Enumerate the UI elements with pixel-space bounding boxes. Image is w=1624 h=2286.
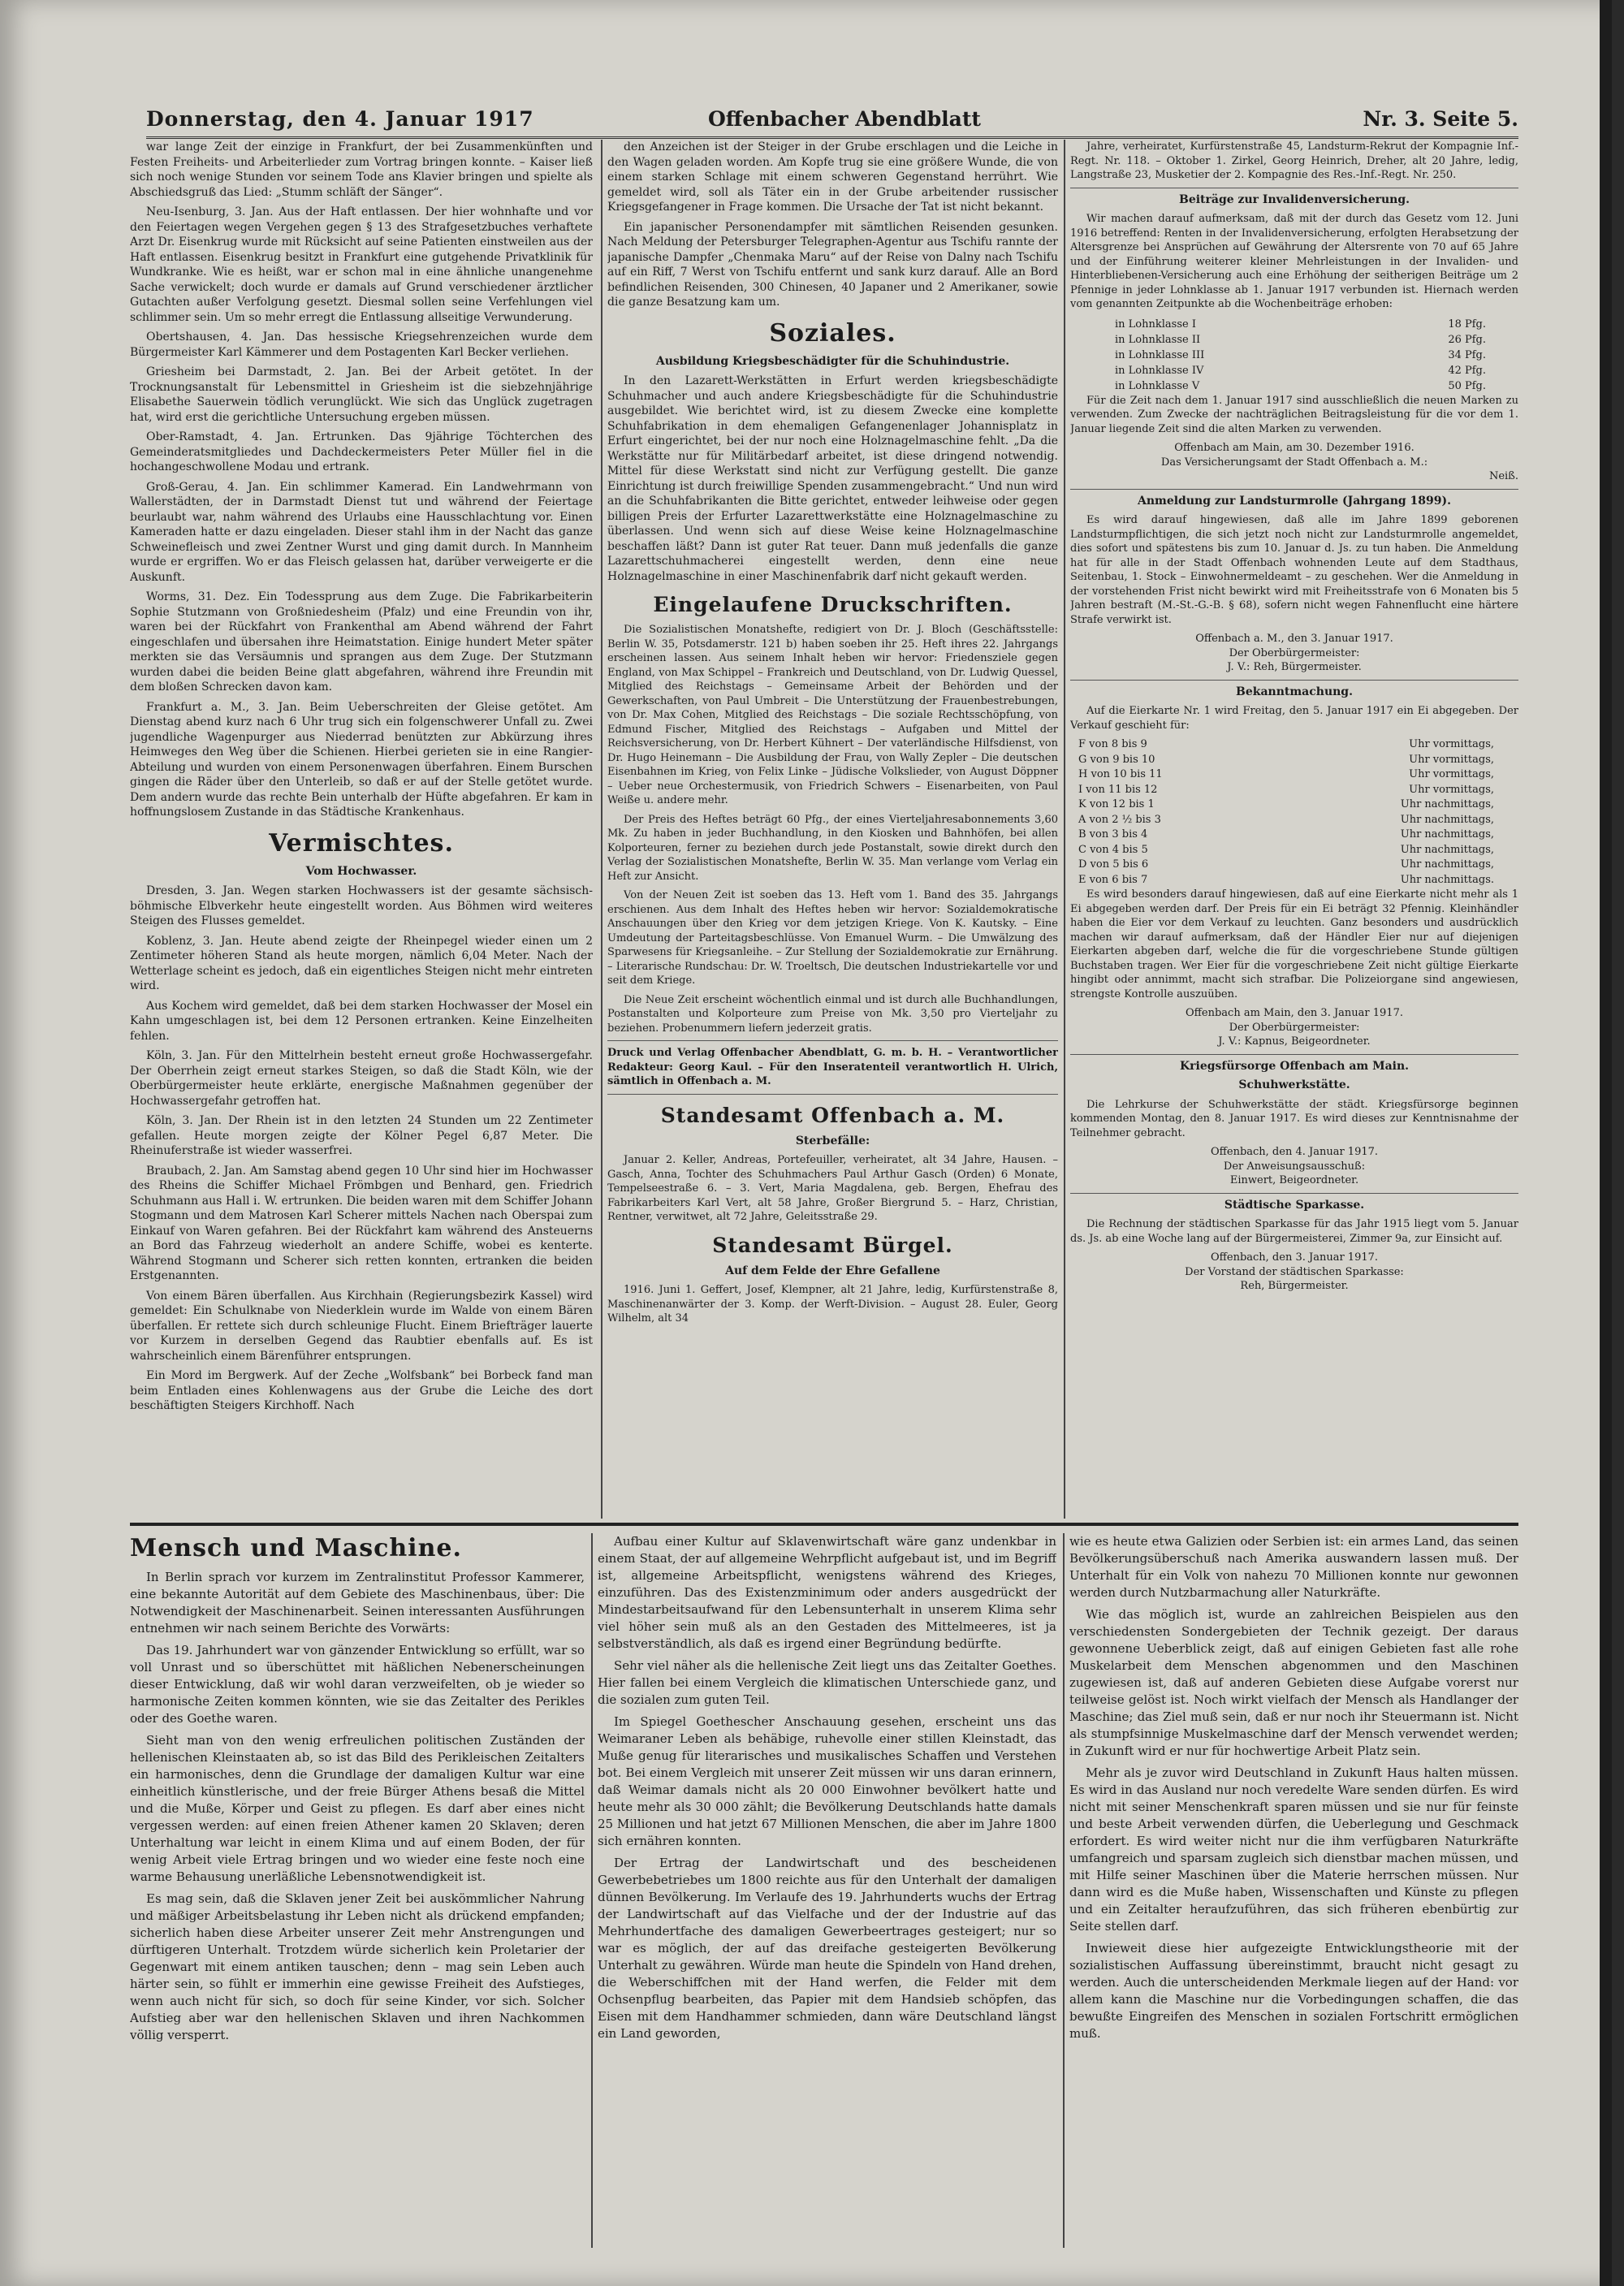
table-row: in Lohnklasse III 34 Pfg. (1115, 348, 1486, 361)
section-subheading: Sterbefälle: (795, 1134, 870, 1147)
notice-date: Offenbach am Main, den 3. Januar 1917. (1186, 1007, 1403, 1019)
notice-text: Die Rechnung der städtischen Sparkasse für das Jahr 1915 liegt vom 5. Januar ds. Js. ab eine Woche lang auf der Bürgermeisterei, Zimmer 9a, zur Einsicht auf. (1070, 1218, 1518, 1245)
sales-schedule (1070, 737, 1518, 888)
section-subheading: Vom Hochwasser. (305, 864, 417, 878)
notice-signature: Einwert, Beigeordneter. (1229, 1174, 1359, 1186)
column-rule (1063, 1533, 1065, 2248)
notice-text: Für die Zeit nach dem 1. Januar 1917 sind ausschließlich die neuen Marken zu verwenden. Zum Zwecke der nachträglichen Beitragsleistung für die vor dem 1. Januar liegende Zeit sind die alten Marken zu verwenden. (1070, 394, 1518, 435)
publication-notice: Die Sozialistischen Monatshefte, redigiert von Dr. J. Bloch (Geschäftsstelle: Berlin W. 35, Potsdamerstr. 121 b) haben soeben ihr 25. Heft ihres 22. Jahrgangs erscheinen lassen. Aus seinem Inhalt heben wir hervor: Friedensziele gegen England, von Max Schippel – Frankreich und Deutschland, von Dr. Ludwig Quessel, Mitglied des Reichstags – Gemeinsame Arbeit der Behörden und der Gewerkschaften, von Paul Umbreit – Die Unterstützung der Frauenbestrebungen, von Dr. Max Cohen, Mitglied des Reichstags – Die soziale Rechtsschöpfung, von Edmund Fischer, Mitglied des Reichstags – Aufgaben und Mittel der Reichsversicherung, von Dr. Herbert Kühnert – Der vaterländische Hilfsdienst, von Dr. Hugo Heinemann – Die Ausbildung der Frau, von Wally Zepler – Die deutschen Eisenbahnen im Krieg, von Felix Linke – Jüdische Volkslieder, von August Döppner – Ueber neue Orchestermusik, von Friedrich Schwers – Eisenarbeiten, von Paul Weiße u. andere mehr. (607, 624, 1058, 806)
section-subheading: Ausbildung Kriegsbeschädigter für die Schuhindustrie. (655, 354, 1010, 368)
section-subheading: Auf dem Felde der Ehre Gefallene (725, 1264, 940, 1277)
feature-headline: Mensch und Maschine. (130, 1534, 462, 1562)
section-heading-standesamt-offenbach: Standesamt Offenbach a. M. (660, 1103, 1005, 1127)
feature-column-2 (598, 1533, 1056, 2248)
table-row: I von 11 bis 12 Uhr vormittags, (1078, 783, 1494, 796)
table-row: A von 2 ½ bis 3 Uhr nachmittags, (1078, 813, 1494, 826)
column-rule (591, 1533, 593, 2248)
article-text: Sieht man von den wenig erfreulichen politischen Zuständen der hellenischen Kleinstaaten ab, so ist das Bild des Perikleischen Zeitalters ein harmonisches, denn die Grundlage der damaligen Kultur war eine einheitlich künstlerische, und der freie Bürger Athens besaß die Mittel und die Muße, Körper und Geist zu pflegen. Es darf aber eines nicht vergessen werden: auf einen freien Athener kamen 20 Sklaven; deren Unterhaltung war leicht in einem Klima und auf einem Boden, der für wenig Arbeit viele Ertrag bringen und wo wieder eine feste noch eine warme Behausung unerläßliche Lebensnotwendigkeit ist. (130, 1733, 585, 1884)
registry-entries: Jahre, verheiratet, Kurfürstenstraße 45, Landsturm-Rekrut der Kompagnie Inf.-Regt. Nr. 118. – Oktober 1. Zirkel, Georg Heinrich, Dreher, alt 20 Jahre, ledig, Langstraße 23, Musketier der 2. Kompagnie des Res.-Inf.-Regt. Nr. 250. (1070, 140, 1518, 181)
table-row: in Lohnklasse I 18 Pfg. (1115, 318, 1486, 331)
notice-text: Wir machen darauf aufmerksam, daß mit der durch das Gesetz vom 12. Juni 1916 betreffend: Renten in der Invalidenversicherung, erfolgten Herabsetzung der Altersgrenze bei Ansprüchen auf Gewährung der Altersrente von 70 auf 65 Jahre und der Einführung weiterer kleiner Mehrleistungen in der Invaliden- und Hinterbliebenen-Versicherung auch eine Erhöhung der seitherigen Beiträge um 2 Pfennige in jeder Lohnklasse ab 1. Januar 1917 verbunden ist. Hiernach werden vom genannten Zeitpunkte ab die Wochenbeiträge erhoben: (1070, 213, 1518, 310)
imprint: Druck und Verlag Offenbacher Abendblatt, G. m. b. H. – Verantwortlicher Redakteur: Georg Kaul. – Für den Inseratenteil verantwortlich H. Ulrich, sämtlich in Offenbach a. M. (607, 1047, 1058, 1087)
column-rule (601, 140, 603, 1519)
notice-heading: Anmeldung zur Landsturmrolle (Jahrgang 1899). (1137, 494, 1452, 508)
publication-notice: Der Preis des Heftes beträgt 60 Pfg., der eines Vierteljahresabonnements 3,60 Mk. Zu haben in jeder Buchhandlung, in den Kiosken und Bahnhöfen, bei allen Kolporteuren, ferner zu beziehen durch jede Postanstalt, sowie direkt durch den Verlag der Sozialistischen Monatshefte, Berlin W. 35. Man verlange vom Verlag ein Heft zur Ansicht. (607, 813, 1058, 883)
news-item: Koblenz, 3. Jan. Heute abend zeigte der Rheinpegel wieder einen um 2 Zentimeter höheren Stand als heute morgen, nämlich 6,04 Meter. Nach der Wetterlage scheint es jedoch, daß ein eigentliches Steigen nicht mehr eintreten wird. (130, 934, 593, 992)
table-row: D von 5 bis 6 Uhr nachmittags, (1078, 858, 1494, 871)
section-heading-druckschriften: Eingelaufene Druckschriften. (653, 593, 1013, 616)
notice-signatory: Der Oberbürgermeister: (1229, 646, 1360, 659)
registry-entries: 1916. Juni 1. Geffert, Josef, Klempner, alt 21 Jahre, ledig, Kurfürstenstraße 8, Maschinenanwärter der 3. Komp. der Werft-Division. – August 28. Euler, Georg Wilhelm, alt 34 (607, 1284, 1058, 1324)
news-item: Von einem Bären überfallen. Aus Kirchhain (Regierungsbezirk Kassel) wird gemeldet: Ein Schulknabe von Niederklein wurde im Walde von einem Bären überfallen. Er rettete sich durch schleunige Flucht. Einem Briefträger lauerte vor Kurzem in derselben Gegend das Raubtier ebenfalls auf. Es ist wahrscheinlich einem Bärenführer entsprungen. (130, 1289, 593, 1363)
section-heading-standesamt-buergel: Standesamt Bürgel. (712, 1233, 953, 1257)
article-text: Mehr als je zuvor wird Deutschland in Zukunft Haus halten müssen. Es wird in das Ausland nur noch veredelte Ware senden dürfen. Es wird nicht mit seiner Menschenkraft sparen müssen und sie nur für feinste und beste Arbeit verwenden dürfen, die Ueberlegung und Geschmack erfordert. Es wird weiter nicht nur die ihm verfügbaren Naturkräfte umfangreich und sparsam zugleich sich dienstbar machen müssen, und mit Hilfe seiner Maschinen über die Materie herrschen müssen. Nur dann wird es die Muße haben, Wissenschaften und Künste zu pflegen und ein Zeitalter heraufzuführen, das sich früheren ebenbürtig zur Seite stellen darf. (1069, 1765, 1518, 1934)
feature-column-1 (130, 1533, 585, 2248)
article-text: Sehr viel näher als die hellenische Zeit liegt uns das Zeitalter Goethes. Hier fallen bei einem Vergleich die klimatischen Unterschiede ganz, und die sozialen zum guten Teil. (598, 1658, 1056, 1707)
news-item: Köln, 3. Jan. Für den Mittelrhein besteht erneut große Hochwassergefahr. Der Oberrhein zeigt erneut starkes Steigen, so daß die Stadt Köln, wie der Oberbürgermeister heute erklärte, energische Maßnahmen gegenüber der Hochwassergefahr getroffen hat. (130, 1049, 593, 1108)
notice-signatory: Der Vorstand der städtischen Sparkasse: (1185, 1265, 1404, 1278)
table-row: B von 3 bis 4 Uhr nachmittags, (1078, 828, 1494, 841)
registry-entries: Januar 2. Keller, Andreas, Portefeuiller, verheiratet, alt 34 Jahre, Hausen. – Gasch, Anna, Tochter des Schuhmachers Paul Arthur Gasch (Orden) 6 Monate, Tempelseestraße 6. – 3. Vert, Maria Magdalena, geb. Bergen, Ehefrau des Fabrikarbeiters Karl Vert, alt 58 Jahre, Großer Biergrund 5. – Harz, Christian, Rentner, verwitwet, alt 72 Jahre, Geleitsstraße 29. (607, 1154, 1058, 1223)
divider (1070, 1193, 1518, 1194)
article-text: Der Ertrag der Landwirtschaft und des bescheidenen Gewerbebetriebes um 1800 reichte aus für den Unterhalt der damaligen dünnen Bevölkerung. Im Verlaufe des 19. Jahrhunderts wuchs der Ertrag der Landwirtschaft auf das Vielfache und der der Industrie auf das Mehrhundertfache des damaligen Gewerbeertrages gesteigert; nur so war es möglich, der auf das dreifache gesteigerten Bevölkerung Unterhalt zu gewähren. Würde man heute die Spindeln von Hand drehen, die Weberschiffchen mit der Hand werfen, die Felder mit dem Ochsenpflug bearbeiten, das Papier mit dem Handsieb schöpfen, das Eisen mit dem Handhammer schmieden, dann wäre Deutschland längst ein Land geworden, (598, 1856, 1056, 2041)
notice-text: Es wird darauf hingewiesen, daß alle im Jahre 1899 geborenen Landsturmpflichtigen, die sich jetzt noch nicht zur Landsturmrolle angemeldet, dies sofort und spätestens bis zum 10. Januar d. Js. zu tun haben. Die Anmeldung hat für alle in der Stadt Offenbach wohnenden Leute auf dem Stadthaus, Seitenbau, 1. Stock – Einwohnermeldeamt – zu geschehen. Wer die Anmeldung in der vorstehenden Frist nicht bewirkt wird mit Freiheitsstrafe von 6 Monaten bis 5 Jahren bestraft (M.-St.-G.-B. § 68), sofern nicht wegen Fahnenflucht eine härtere Strafe verwirkt ist. (1070, 514, 1518, 626)
article-text: Es mag sein, daß die Sklaven jener Zeit bei auskömmlicher Nahrung und mäßiger Arbeitsbelastung ihr Leben nicht als drückend empfanden; sicherlich haben diese Arbeiter unserer Zeit mehr Anstrengungen und dürftigeren Unterhalt. Trotzdem würde sicherlich kein Proletarier der Gegenwart mit einem antiken tauschen; denn – mag sein Leben auch härter sein, so fühlt er immerhin eine gewisse Freiheit des Aufstieges, wenn auch nicht für sich, so doch für seine Kinder, vor sich. Solcher Aufstieg aber war den hellenischen Sklaven und ihren Nachkommen völlig versperrt. (130, 1891, 585, 2042)
table-row: K von 12 bis 1 Uhr nachmittags, (1078, 798, 1494, 810)
masthead (146, 104, 1518, 139)
contribution-table (1070, 317, 1518, 394)
news-item: Worms, 31. Dez. Ein Todessprung aus dem Zuge. Die Fabrikarbeiterin Sophie Stutzmann von Großniedesheim (Pfalz) und eine Freundin von ihr, waren bei der Rückfahrt von Frankenthal am Abend während der Fahrt eingeschlafen und übersahen ihre Heimatstation. Einige hundert Meter später merkten sie das Versäumnis und sprangen aus dem Zuge. Der Stutzmann wurden dabei die beiden Beine glatt abgefahren, während ihre Freundin mit dem bloßen Schrecken davon kam. (130, 590, 593, 694)
article-text: war lange Zeit der einzige in Frankfurt, der bei Zusammenkünften und Festen Freiheits- und Arbeiterlieder zum Vortrag bringen konnte. – Kaiser ließ sich noch wenige Stunden vor seinem Tode ans Klavier bringen und spielte als Abschiedsgruß das Lied: „Stumm schläft der Sänger“. (130, 140, 593, 199)
table-row: in Lohnklasse IV 42 Pfg. (1115, 364, 1486, 377)
notice-signature: Reh, Bürgermeister. (1240, 1280, 1349, 1292)
table-row: G von 9 bis 10 Uhr vormittags, (1078, 753, 1494, 766)
notice-date: Offenbach, den 3. Januar 1917. (1210, 1251, 1379, 1264)
article-text: Wie das möglich ist, wurde an zahlreichen Beispielen aus den verschiedensten Sondergebieten der Technik gezeigt. Der daraus gewonnene Ueberblick zeigt, daß auf einigen Gebieten fast alle rohe Muskelarbeit dem Menschen abgenommen und den Maschinen zugewiesen ist, daß auf anderen Gebieten diese Aufgabe vorerst nur teilweise gelöst ist. Noch wirkt vielfach der Mensch als Handlanger der Maschine; das Ziel muß sein, daß er nur noch ihr Steuermann ist. Nicht als stumpfsinnige Muskelmaschine darf der Mensch verwendet werden; in Zukunft wird er nur für hochwertige Arbeit Platz sein. (1069, 1607, 1518, 1758)
news-item: Griesheim bei Darmstadt, 2. Jan. Bei der Arbeit getötet. In der Trocknungsanstalt für Lebensmittel in Griesheim ist die siebzehnjährige Elisabethe Sauerwein tödlich verunglückt. Wie sich das Unglück zugetragen hat, wird erst die gerichtliche Untersuchung ergeben müssen. (130, 365, 593, 424)
article-text: In Berlin sprach vor kurzem im Zentralinstitut Professor Kammerer, eine bekannte Autorität auf dem Gebiete des Maschinenbaus, über: Die Notwendigkeit der Maschinenarbeit. Seinen interessanten Ausführungen entnehmen wir nach seinem Berichte des Vorwärts: (130, 1570, 585, 1636)
news-item: Neu-Isenburg, 3. Jan. Aus der Haft entlassen. Der hier wohnhafte und vor den Feiertagen wegen Vergehen gegen § 13 des Strafgesetzbuches verhaftete Arzt Dr. Eisenkrug wurde mit Rücksicht auf seine Patienten einstweilen aus der Haft entlassen. Eisenkrug besitzt in Frankfurt eine gutgehende Privatklinik für Wundkranke. Wie es heißt, war er schon mal in eine ähnliche unangenehme Sache verwickelt; doch wurde er damals auf Grund verschiedener ärztlicher Gutachten außer Verfolgung gesetzt. Diesmal sollen seine Verfehlungen viel schlimmer sein. Um so mehr erregt die Entlassung allseitige Verwunderung. (130, 205, 593, 324)
notice-text: Auf die Eierkarte Nr. 1 wird Freitag, den 5. Januar 1917 ein Ei abgegeben. Der Verkauf geschieht für: (1070, 705, 1518, 732)
divider (607, 1094, 1058, 1095)
page-number: Nr. 3. Seite 5. (1363, 107, 1518, 131)
news-item: Groß-Gerau, 4. Jan. Ein schlimmer Kamerad. Ein Landwehrmann von Wallerstädten, der in Darmstadt Dienst tut und während der Feiertage beurlaubt war, nahm während des Urlaubs eine Hausschlachtung vor. Einen Kameraden hatte er dazu eingeladen. Dieser stahl ihm in der Nacht das ganze Schweinefleisch und zwei Zentner Wurst und ging damit durch. In Mannheim wurde er ergriffen. Wo er das Fleisch gelassen hat, darüber verweigerte er die Auskunft. (130, 480, 593, 584)
news-item: den Anzeichen ist der Steiger in der Grube erschlagen und die Leiche in den Wagen geladen worden. Am Kopfe trug sie eine größere Wunde, die von einem starken Schlage mit einem schweren Gegenstand herrührt. Wie gemeldet wird, soll als Täter ein in der Grube arbeitender russischer Kriegsgefangener in Frage kommen. Die Ursache der Tat ist nicht bekannt. (607, 140, 1058, 214)
notice-heading: Bekanntmachung. (1236, 685, 1353, 698)
notice-signatory: Das Versicherungsamt der Stadt Offenbach a. M.: (1160, 456, 1428, 469)
notice-date: Offenbach, den 4. Januar 1917. (1210, 1146, 1379, 1158)
article-text: Im Spiegel Goethescher Anschauung gesehen, erscheint uns das Weimaraner Leben als behäbige, ruhevolle einer stillen Kleinstadt, das Muße genug für literarisches und musikalisches Schaffen und Verstehen bot. Bei einem Vergleich mit unserer Zeit müssen wir uns daran erinnern, daß Weimar damals nicht als 20 000 Einwohner bevölkert hatte und heute mehr als 30 000 zählt; die Bevölkerung Deutschlands hatte damals 25 Millionen und hat jetzt 67 Millionen Menschen, die aber im Jahre 1800 sich ernähren konnten. (598, 1714, 1056, 1848)
notice-signatory: Der Oberbürgermeister: (1229, 1021, 1360, 1034)
divider (1070, 489, 1518, 490)
section-heading-vermischtes: Vermischtes. (269, 828, 454, 858)
table-row: in Lohnklasse V 50 Pfg. (1115, 379, 1486, 392)
news-item: Ein Mord im Bergwerk. Auf der Zeche „Wolfsbank“ bei Borbeck fand man beim Entladen eines Kohlenwagens aus der Grube die Leiche des dort beschäftigten Steigers Kirchhoff. Nach (130, 1369, 593, 1412)
column-2 (607, 140, 1058, 1519)
divider (1070, 1054, 1518, 1055)
notice-date: Offenbach am Main, am 30. Dezember 1916. (1174, 442, 1415, 454)
notice-signature: J. V.: Kapnus, Beigeordneter. (1218, 1035, 1371, 1048)
publication-notice: Die Neue Zeit erscheint wöchentlich einmal und ist durch alle Buchhandlungen, Postanstalten und Kolporteure zum Preise von Mk. 3,50 pro Vierteljahr zu beziehen. Probenummern liefern jederzeit gratis. (607, 993, 1058, 1035)
news-item: Ein japanischer Personendampfer mit sämtlichen Reisenden gesunken. Nach Meldung der Petersburger Telegraphen-Agentur aus Tschifu rannte der japanische Dampfer „Chenmaka Maru“ auf der Reise von Dalny nach Tschifu auf ein Riff, 7 Werst von Tschifu entfernt und sank kurz darauf. Alle an Bord befindlichen Reisenden, 300 Chinesen, 40 Japaner und 2 Amerikaner, sowie die ganze Besatzung kam um. (607, 220, 1058, 309)
column-rule (1064, 140, 1065, 1519)
divider (607, 1040, 1058, 1041)
table-row: H von 10 bis 11 Uhr vormittags, (1078, 768, 1494, 780)
news-item: Köln, 3. Jan. Der Rhein ist in den letzten 24 Stunden um 22 Zentimeter gefallen. Heute morgen zeigte der Kölner Pegel 6,87 Meter. Die Rheinuferstraße ist wieder wasserfrei. (130, 1114, 593, 1157)
table-row: C von 4 bis 5 Uhr nachmittags, (1078, 843, 1494, 856)
notice-signature: J. V.: Reh, Bürgermeister. (1227, 661, 1362, 673)
article-text: wie es heute etwa Galizien oder Serbien ist: ein armes Land, das seinen Bevölkerungsüberschuß nach Amerika auswandern lassen muß. Der Unterhalt für ein Volk von nahezu 70 Millionen konnte nur gewonnen werden durch Nutzbarmachung aller Naturkräfte. (1069, 1534, 1518, 1600)
article-text: Aufbau einer Kultur auf Sklavenwirtschaft wäre ganz undenkbar in einem Staat, der auf allgemeine Wehrpflicht aufgebaut ist, und im Begriff ist, allgemeine Arbeitspflicht, wenigstens während des Krieges, einzuführen. Das des Existenzminimum oder anders ausgedrückt der Mindestarbeitsaufwand für den Lebensunterhalt in unserem Klima sehr viel höher sein muß als an den Gestaden des Mittelmeeres, ist ja selbstverständlich, als daß es irgend einer Begründung bedürfte. (598, 1534, 1056, 1651)
notice-heading: Beiträge zur Invalidenversicherung. (1179, 192, 1410, 206)
section-heading-soziales: Soziales. (769, 318, 896, 348)
news-item: Obertshausen, 4. Jan. Das hessische Kriegsehrenzeichen wurde dem Bürgermeister Karl Kämmerer und dem Postagenten Karl Becker verliehen. (130, 331, 593, 359)
article-text: In den Lazarett-Werkstätten in Erfurt werden kriegsbeschädigte Schuhmacher und auch andere Kriegsbeschädigte für die Schuhindustrie ausgebildet. Wie berichtet wird, ist zu diesem Zwecke eine komplette Schuhfabrikation in dem ehemaligen Gefangenenlager Johannisplatz in Erfurt eingerichtet, bei der nur noch eine Holznagelmaschine fehlt. „Da die Werkstätte nur für Militärbedarf arbeitet, ist diese dringend notwendig. Mittel für diese Werkstatt sind nicht zur Verfügung gestellt. Die ganze Einrichtung ist durch freiwillige Spenden zusammengebracht.“ Und nun wird an die Schuhfabrikanten die Bitte gerichtet, entweder leihweise oder gegen billigen Preis der Erfurter Lazarettwerkstätte eine Holznagelmaschine zu überlassen. Und wenn sich auf diese Weise keine Holznagelmaschine beschaffen läßt? Dann ist guter Rat teuer. Dann muß jedenfalls die ganze Lazarettschuhmacherei eingestellt werden, denn eine neue Holznagelmaschine in einer Maschinenfabrik darf nicht gekauft werden. (607, 374, 1058, 583)
publication-notice: Von der Neuen Zeit ist soeben das 13. Heft vom 1. Band des 35. Jahrgangs erschienen. Aus dem Inhalt des Heftes heben wir hervor: Sozialdemokratische Anschauungen über den Krieg vor dem jetzigen Kriege. Von K. Kautsky. – Eine Umdeutung der Parteitagsbeschlüsse. Von Emanuel Wurm. – Die Umwälzung des Sparwesens für Kriegsanleihe. – Zur Stellung der Sozialdemokratie zur Ernährung. – Literarische Rundschau: Dr. W. Troeltsch, Die deutschen Industriekartelle vor und seit dem Kriege. (607, 889, 1058, 987)
news-item: Frankfurt a. M., 3. Jan. Beim Ueberschreiten der Gleise getötet. Am Dienstag abend kurz nach 6 Uhr trug sich ein folgenschwerer Unfall zu. Zwei jugendliche Wagenpurger aus Niederrad benützten zur Abkürzung ihres Heimweges den Weg über die Schienen. Hierbei gerieten sie in eine Rangier-Abteilung und wurden von einem Personenwagen überfahren. Einem Burschen gingen die Räder über den Unterleib, so daß er auf der Stelle getötet wurde. Dem andern wurde das rechte Bein unterhalb der Hüfte abgefahren. Er kam in hoffnungslosem Zustande in das Städtische Krankenhaus. (130, 700, 593, 819)
notice-heading: Kriegsfürsorge Offenbach am Main. (1179, 1059, 1410, 1073)
article-text: Inwieweit diese hier aufgezeigte Entwicklungstheorie mit der sozialistischen Auffassung übereinstimmt, braucht nicht gesagt zu werden. Auch die unterscheidenden Merkmale liegen auf der Hand: vor allem kann die Maschine nur die Vorbedingungen schaffen, die das bewußte Eingreifen des Menschen in sozialen Fortschritt ermöglichen muß. (1069, 1941, 1518, 2041)
column-3 (1070, 140, 1518, 1519)
notice-date: Offenbach a. M., den 3. Januar 1917. (1195, 633, 1393, 645)
notice-heading: Städtische Sparkasse. (1224, 1198, 1365, 1212)
column-1 (130, 140, 593, 1519)
scan-edge (1600, 0, 1612, 2286)
notice-text: Die Lehrkurse der Schuhwerkstätte der städt. Kriegsfürsorge beginnen kommenden Montag, den 8. Januar 1917. Es wird dieses zur Kenntnisnahme der Teilnehmer gebracht. (1070, 1098, 1518, 1139)
section-divider (130, 1523, 1518, 1526)
table-row: F von 8 bis 9 Uhr vormittags, (1078, 738, 1494, 750)
table-row: in Lohnklasse II 26 Pfg. (1115, 333, 1486, 346)
news-item: Dresden, 3. Jan. Wegen starken Hochwassers ist der gesamte sächsisch-böhmische Elbverkehr heute eingestellt worden. Aus Böhmen wird weiteres Steigen des Flusses gemeldet. (130, 884, 593, 927)
divider (1070, 680, 1518, 681)
notice-text: Es wird besonders darauf hingewiesen, daß auf eine Eierkarte nicht mehr als 1 Ei abgegeben werden darf. Der Preis für ein Ei beträgt 32 Pfennig. Kleinhändler haben die Eier vor dem Verkauf zu leuchten. Ganz besonders und ausdrücklich machen wir darauf aufmerksam, daß der Händler Eier nur auf diejenigen Eierkarten abgeben darf, welche die für die vorgeschriebene Stunde gültigen Buchstaben tragen. Wer Eier für die vorgeschriebene Zeit nicht gültige Eierkarte hingibt oder annimmt, macht sich strafbar. Die Polizeiorgane sind angewiesen, strengste Kontrolle auszuüben. (1070, 888, 1518, 1000)
article-text: Das 19. Jahrhundert war von gänzender Entwicklung so erfüllt, war so voll Unrast und so überschüttet mit häßlichen Nebenerscheinungen dieser Entwicklung, daß wir wohl daran verzweifelten, ob je wieder so harmonische Zeiten kommen könnten, wie sie das Zeitalter des Perikles oder des Goethe waren. (130, 1643, 585, 1726)
news-item: Braubach, 2. Jan. Am Samstag abend gegen 10 Uhr sind hier im Hochwasser des Rheins die Schiffer Michael Frömbgen und Benhard, gen. Friedrich Schuhmann aus Hall i. W. ertrunken. Die beiden waren mit dem Schiffer Johann Stogmann und dem Matrosen Karl Scherer mittels Nachen nach Oberspai zum Einkauf von Waren gefahren. Bei der Rückfahrt kam während des Ansteuerns an Bord das Fahrzeug wiederholt an andere Schiffe, wobei es kenterte. Während Stogmann und Scherer sich retten konnten, ertranken die beiden Erstgenannten. (130, 1164, 593, 1282)
newspaper-title: Offenbacher Abendblatt (708, 107, 981, 131)
notice-signature: Neiß. (1488, 470, 1518, 482)
issue-date: Donnerstag, den 4. Januar 1917 (146, 107, 534, 131)
news-item: Ober-Ramstadt, 4. Jan. Ertrunken. Das 9jährige Töchterchen des Gemeinderatsmitgliedes und Dachdeckermeisters Peter Müller fiel in die hochangeschwollene Modau und ertrank. (130, 430, 593, 473)
notice-subheading: Schuhwerkstätte. (1238, 1078, 1350, 1091)
feature-column-3 (1069, 1533, 1518, 2248)
news-item: Aus Kochem wird gemeldet, daß bei dem starken Hochwasser der Mosel ein Kahn umgeschlagen ist, bei dem 12 Personen ertranken. Keine Einzelheiten fehlen. (130, 999, 593, 1043)
notice-signatory: Der Anweisungsausschuß: (1223, 1160, 1366, 1173)
table-row: E von 6 bis 7 Uhr nachmittags. (1078, 873, 1494, 886)
